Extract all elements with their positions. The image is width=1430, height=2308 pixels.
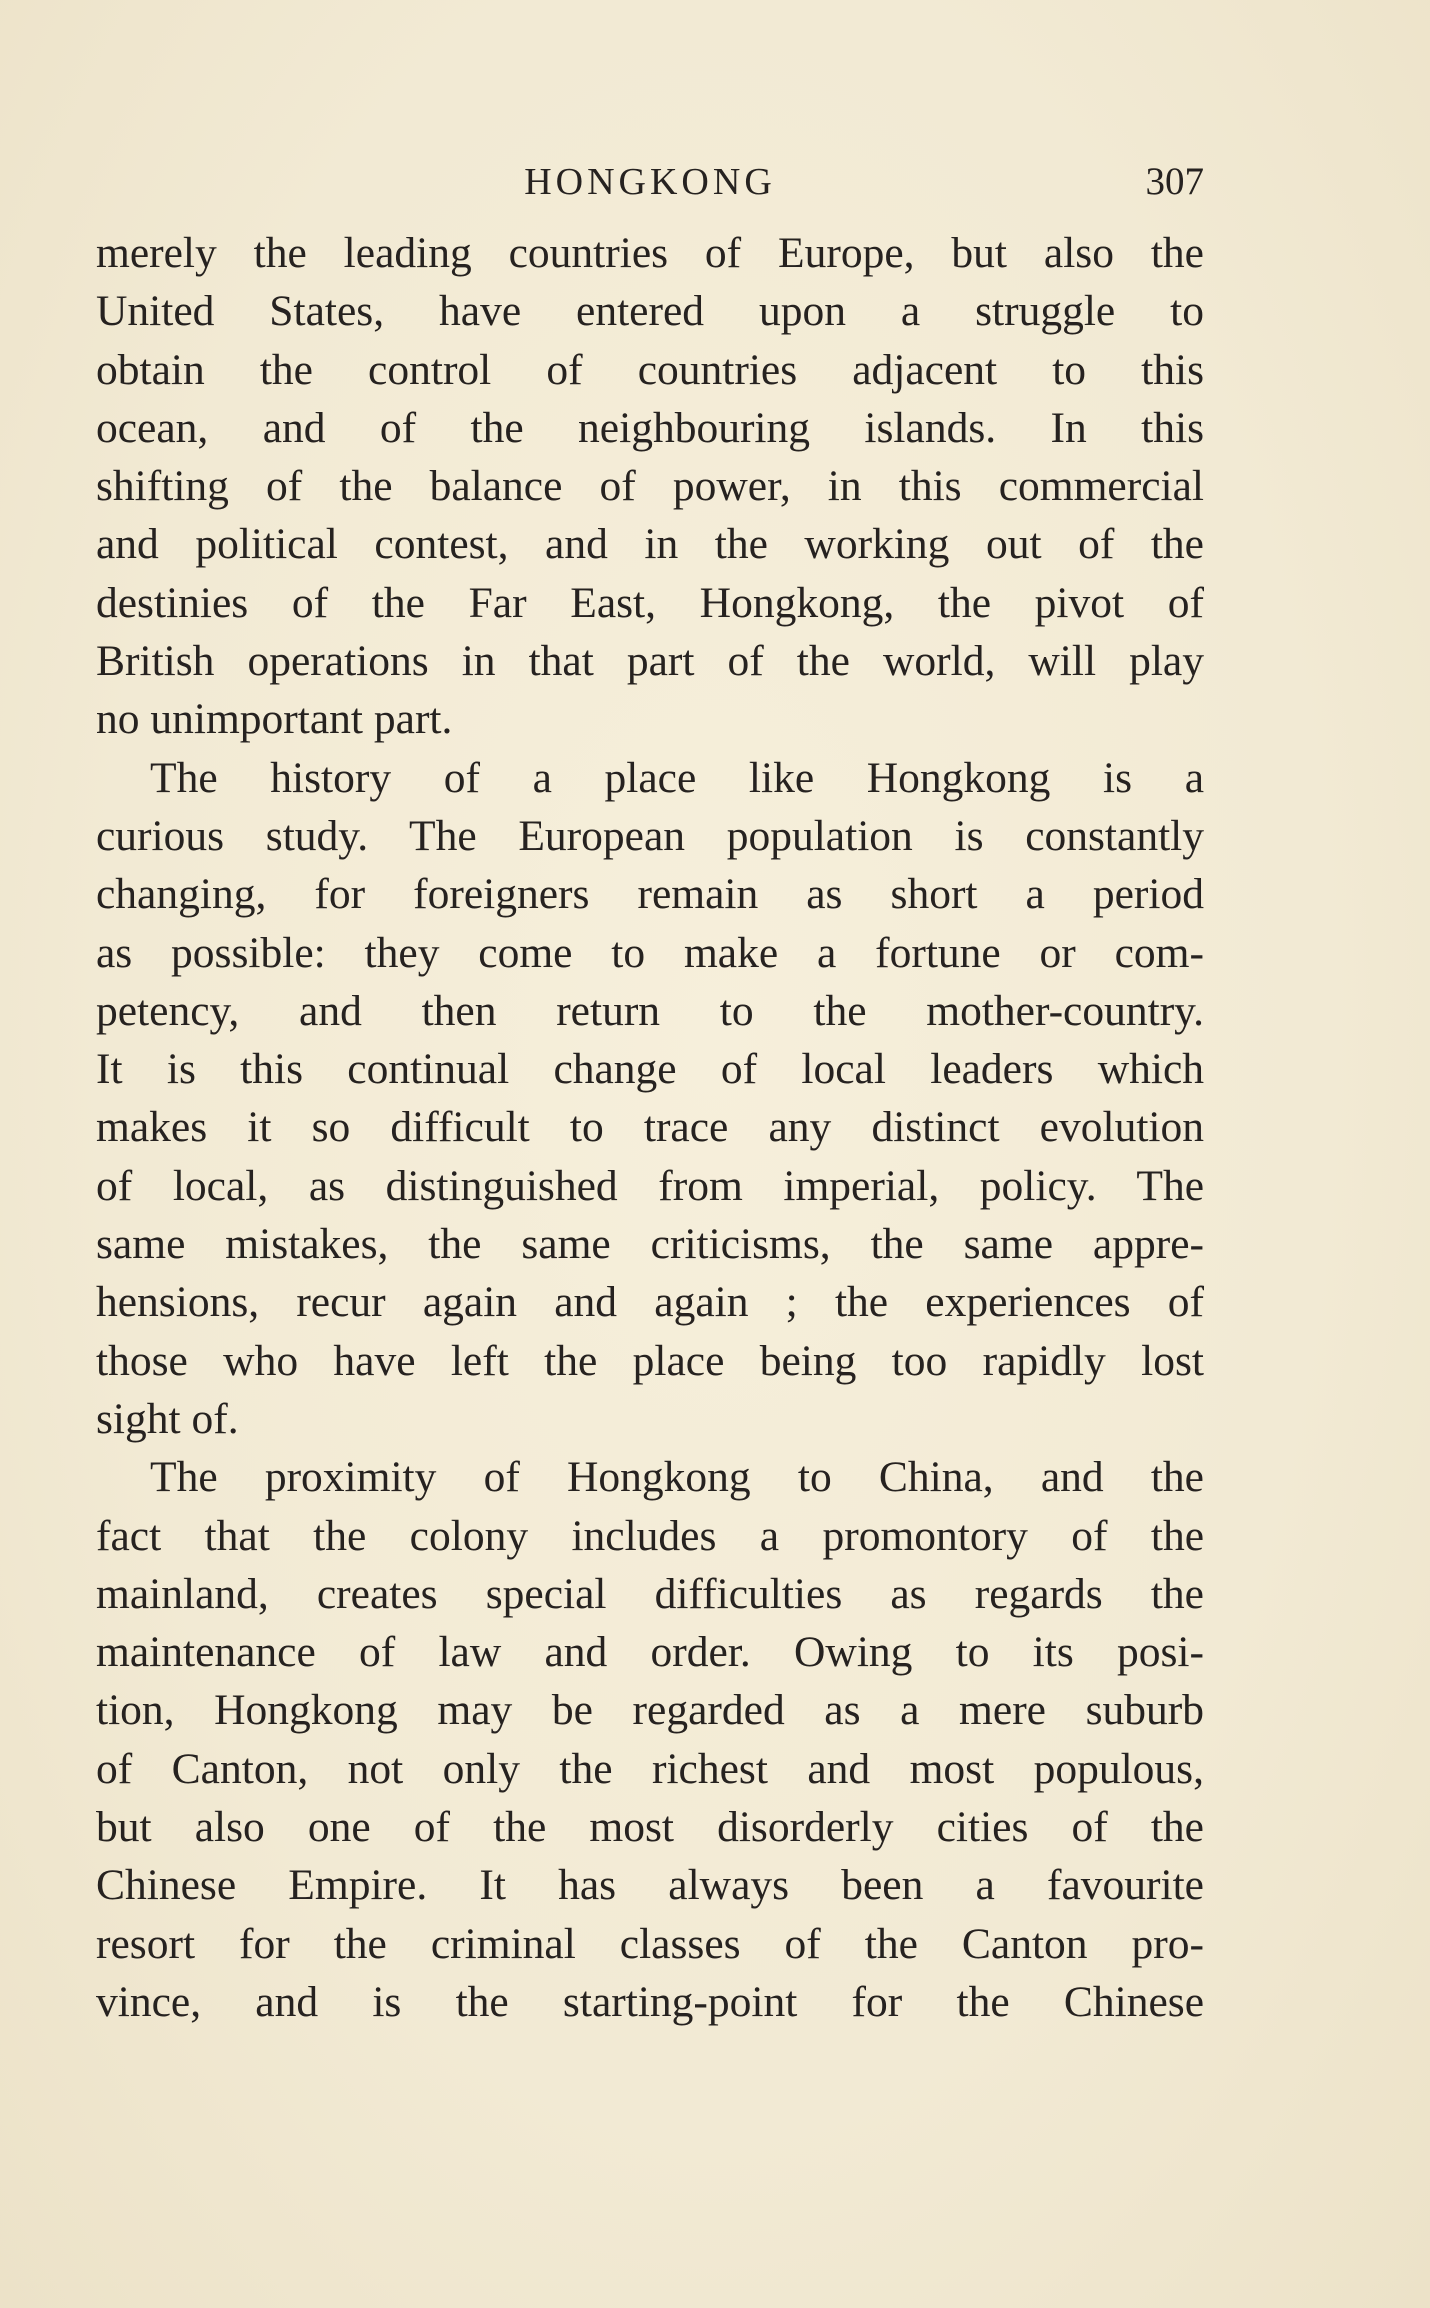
text-line: curious study. The European population is constantly bbox=[96, 811, 1204, 860]
text-line: as possible: they come to make a fortune or com- bbox=[96, 928, 1204, 977]
paragraph-start-line: The history of a place like Hongkong is a bbox=[150, 753, 1204, 802]
text-line: hensions, recur again and again ; the experiences of bbox=[96, 1278, 1204, 1327]
text-line: petency, and then return to the mother-country. bbox=[96, 986, 1204, 1035]
text-line: of Canton, not only the richest and most populous, bbox=[96, 1744, 1204, 1793]
paragraph-end-line: no unimportant part. bbox=[96, 695, 453, 744]
text-line: shifting of the balance of power, in this commercial bbox=[96, 462, 1204, 511]
text-line: of local, as distinguished from imperial, policy. The bbox=[96, 1161, 1204, 1210]
text-line: resort for the criminal classes of the Canton pro- bbox=[96, 1919, 1204, 1968]
text-line: but also one of the most disorderly cities of the bbox=[96, 1803, 1204, 1852]
text-line: makes it so difficult to trace any distinct evolution bbox=[96, 1103, 1204, 1152]
text-line: ocean, and of the neighbouring islands. In this bbox=[96, 403, 1204, 452]
text-line: and political contest, and in the working out of the bbox=[96, 520, 1204, 569]
page-number: 307 bbox=[1145, 160, 1204, 203]
running-title: HONGKONG bbox=[524, 161, 776, 203]
paragraph-end-line: sight of. bbox=[96, 1394, 239, 1443]
text-line: changing, for foreigners remain as short a period bbox=[96, 870, 1204, 919]
text-line: tion, Hongkong may be regarded as a mere suburb bbox=[96, 1686, 1204, 1735]
text-line: destinies of the Far East, Hongkong, the pivot of bbox=[96, 578, 1204, 627]
text-line: merely the leading countries of Europe, but also the bbox=[96, 229, 1204, 277]
text-line: same mistakes, the same criticisms, the same appre- bbox=[96, 1220, 1204, 1269]
text-line: It is this continual change of local leaders which bbox=[96, 1045, 1204, 1094]
text-line: those who have left the place being too rapidly lost bbox=[96, 1336, 1204, 1385]
text-line: United States, have entered upon a struggle to bbox=[96, 287, 1204, 336]
text-line: maintenance of law and order. Owing to its posi- bbox=[96, 1628, 1204, 1677]
text-line: Chinese Empire. It has always been a favourite bbox=[96, 1861, 1204, 1910]
text-line: fact that the colony includes a promontory of the bbox=[96, 1511, 1204, 1560]
text-line: British operations in that part of the world, will play bbox=[96, 637, 1204, 686]
body-text bbox=[96, 224, 1204, 2031]
text-line: vince, and is the starting-point for the Chinese bbox=[96, 1977, 1204, 2026]
text-line: obtain the control of countries adjacent to this bbox=[96, 345, 1204, 394]
running-head bbox=[96, 152, 1204, 212]
text-line: mainland, creates special difficulties as regards the bbox=[96, 1569, 1204, 1618]
paragraph-start-line: The proximity of Hongkong to China, and the bbox=[150, 1453, 1204, 1502]
